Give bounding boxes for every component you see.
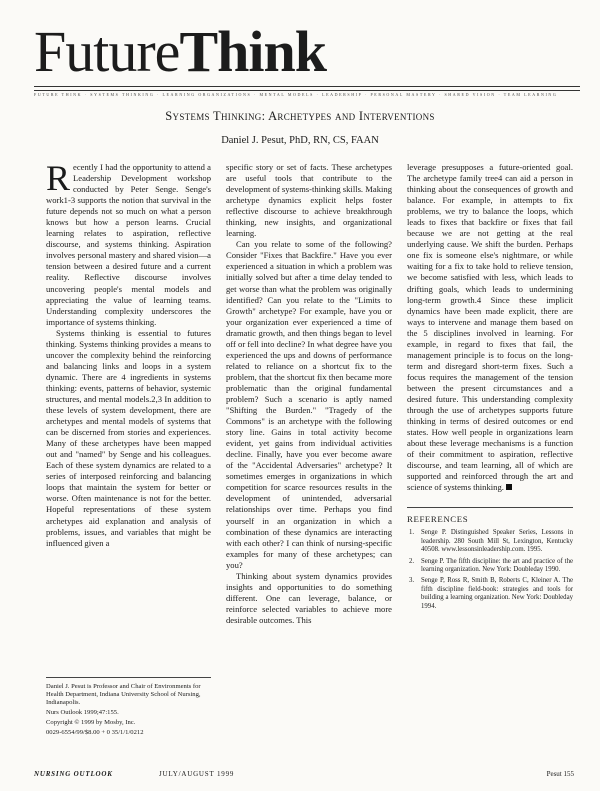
copyright-line: Copyright © 1999 by Mosby, Inc. xyxy=(46,719,136,726)
drop-cap: R xyxy=(46,158,71,198)
column-3 xyxy=(407,162,573,614)
masthead-rule-text: FUTURE THINK · SYSTEMS THINKING · LEARNING ORGANIZATIONS · MENTAL MODELS · LEADERSHIP · PERSONAL MASTERY · SHARED VISION · TEAM LEARNING xyxy=(34,92,558,97)
masthead-title xyxy=(34,19,327,84)
author-affiliation: Daniel J. Pesut is Professor and Chair of Environments for Health Department, Indiana University School of Nursing, Indianapolis. xyxy=(46,683,201,706)
paragraph: Systems thinking is essential to futures thinking. Systems thinking provides a means to uncover the complexity behind the reinforcing and balancing links and loops in a system dynamic. There are 4 ingredients in systems thinking: events, patterns of behavior, systemic structures, and mental models.2,3 In addition to these levels of system development, there are archetypes and mental models of systems that can be discerned from stories and experiences. Many of these archetypes have been mapped out and "named" by Senge and his colleagues. Each of these system dynamics are related to a series of interposed reinforcing and balancing loops that maintain the system for better or worse. Often maintenance is not for the better. Hopeful representations of these system archetypes aid explanation and analysis of problems, issues, and variables that might be influenced given a xyxy=(46,327,211,548)
masthead-rule xyxy=(34,86,580,91)
reference-item: 3. Senge P, Ross R, Smith B, Roberts C, Kleiner A. The fifth discipline field-book: strategies and tools for building a learning organization. New York: Doubleday 1994. xyxy=(409,577,573,610)
masthead-word-future: Future xyxy=(34,19,180,84)
end-of-article-square-icon xyxy=(506,484,512,490)
masthead-word-think: Think xyxy=(179,19,327,84)
paragraph: Recently I had the opportunity to attend a Leadership Development workshop conducted by Peter Senge. Senge's work1-3 supports the notion that survival in the future depends not so much on what a person knows but how a person learns. Crucial learning relates to aspiration, reflective discourse, and systems thinking. Aspiration involves personal mastery and shared vision—a tension between a desired future and a current reality. Reflective discourse involves uncovering people's mental models and appreciating the value of learning teams. Understanding complexity underscores the importance of systems thinking. xyxy=(46,158,211,327)
references-list xyxy=(407,529,573,611)
column-2 xyxy=(226,162,392,626)
footer-issue: JULY/AUGUST 1999 xyxy=(159,770,235,778)
paragraph: leverage presupposes a future-oriented goal. The archetype family tree4 can aid a person in thinking about the consequences of growth and balance. For example, in attempts to fix problems, we try to balance the loops, which leads to fixes that backfire or fixes that fail because we are not getting at the real underlying cause. We shift the burden. Perhaps one fix is someone else's nightmare, or while waiting for a fix to take hold to relieve tension, we become satisfied with less, which leads to drifting goals, which leads to undermining long-term growth.4 Since these implicit dynamics have been made explicit, there are ways to intervene and manage them based on the 5 disciplines involved in learning. For example, in regard to fixes that fail, the management principle is to focus on the long-term and disregard short-term fixes. Such a focus requires the management of the tension between the present circumstances and a desired future. This understanding complexity through the use of archetypes supports future thinking in terms of desired outcomes or end states. How well people in organizations learn about these leverage mechanisms is a function of their commitment to aspiration, reflective discourse, and team learning, all of which are supported and reinforced through the art and science of systems thinking. xyxy=(407,162,573,493)
issn-line: 0029-6554/99/$8.00 + 0 35/1/1/0212 xyxy=(46,729,144,736)
footer-page-number: Pesut 155 xyxy=(546,770,574,778)
citation-line: Nurs Outlook 1999;47:155. xyxy=(46,709,119,716)
masthead xyxy=(34,19,574,86)
column-1 xyxy=(46,158,211,549)
references-heading: REFERENCES xyxy=(407,507,573,525)
reference-item: 2. Senge P. The fifth discipline: the art and practice of the learning organization. New York: Doubleday 1990. xyxy=(409,557,573,574)
paragraph: Thinking about system dynamics provides insights and opportunities to do something different. One can leverage, balance, or reinforce selected variables to achieve more desirable outcomes. This xyxy=(226,570,392,625)
paragraph: Can you relate to some of the following? Consider "Fixes that Backfire." Have you ever experienced a situation in which a problem was initially solved but after a time delay tended to get worse than what the problem was originally identified? Can you relate to the "Limits to Growth" archetype? For example, have you or your organization ever experienced a time of dramatic growth, and then things began to level off or fell into decline? In what degree have you experienced the ups and downs of performance related to reliance on a shortcut fix to the problem, that the shortcut fix then became more problematic than the original fundamental problem? Such a scenario is aptly named "Shifting the Burden." "Tragedy of the Commons" is an archetype with the following story line. Gains in total activity become evident, yet gains from individual activities decline. Finally, have you ever become aware of the "Accidental Adversaries" archetype? It sometimes emerges in organizations in which competition for scarce resources results in the development of unintended, adversarial relationships over time. Perhaps you find yourself in an organization in which a combination of these dynamics are interacting with each other? I can think of nursing-specific examples for many of these archetypes; can you? xyxy=(226,239,392,570)
article-byline: Daniel J. Pesut, PhD, RN, CS, FAAN xyxy=(221,135,379,146)
article-title: Systems Thinking: Archetypes and Interventions xyxy=(165,109,435,123)
footer-journal: NURSING OUTLOOK xyxy=(34,770,113,778)
reference-item: 1. Senge P. Distinguished Speaker Series, Lessons in leadership. 280 South Mill St, Lexington, Kentucky 40508. www.lessonsinleadership.com. 1995. xyxy=(409,529,573,554)
paragraph: specific story or set of facts. These archetypes are useful tools that contribute to the development of systems-thinking skills. Making archetype dynamics explicit helps foster reflective discourse to achieve breakthrough thinking, new insights, and organizational learning. xyxy=(226,162,392,239)
author-note xyxy=(46,677,211,737)
